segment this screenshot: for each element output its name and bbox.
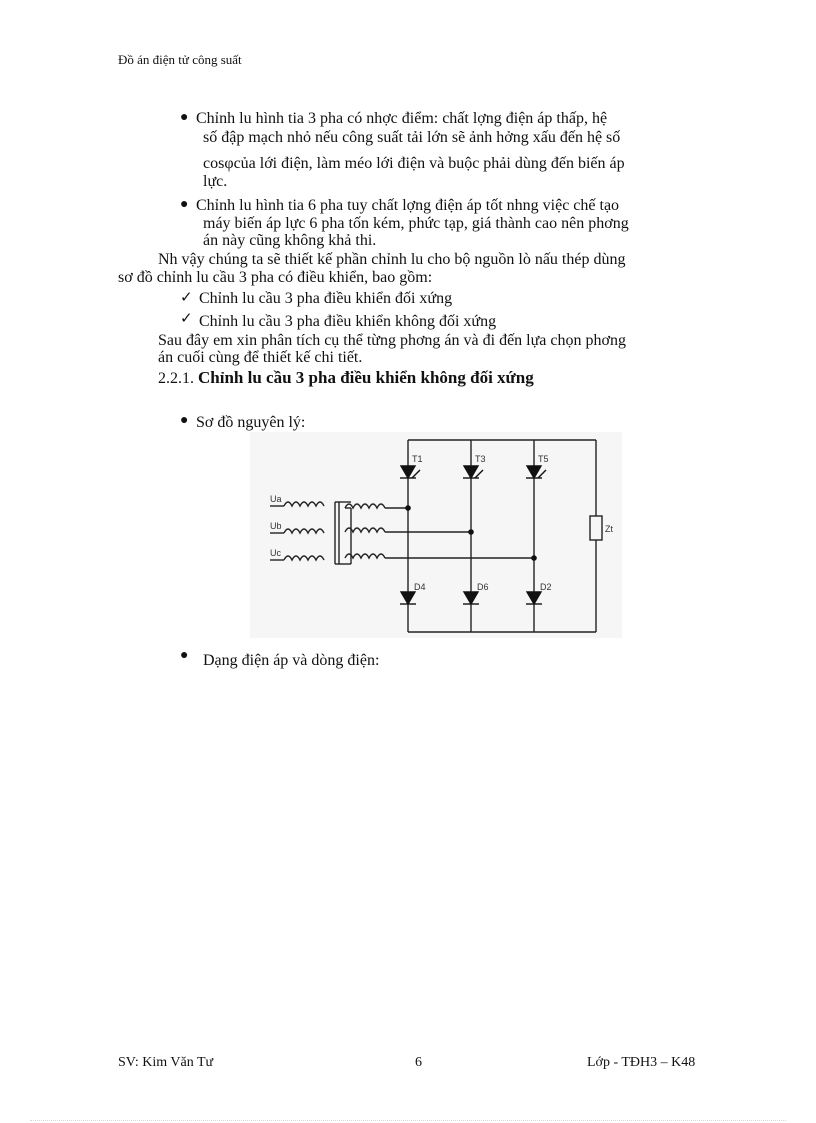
section-title: Chỉnh lu cầu 3 pha điều khiển không đối xứng [198, 368, 534, 387]
bullet-2-line-1: Chỉnh lu hình tia 6 pha tuy chất lợng điện áp tốt nhng việc chế tạo [196, 197, 620, 214]
page-header: Đồ án điện tử công suất [118, 52, 242, 67]
load-resistor [590, 516, 602, 540]
source-label-ub: Ub [270, 521, 282, 531]
page-bottom-divider [30, 1120, 786, 1121]
footer-student: SV: Kim Văn Tư [118, 1055, 214, 1070]
schematic-label: Sơ đồ nguyên lý: [196, 414, 306, 431]
paragraph-2-line-2: án cuối cùng để thiết kế chi tiết. [158, 349, 363, 366]
check-icon: ✓ [180, 290, 193, 306]
footer-page-number: 6 [415, 1055, 422, 1070]
bullet-1-line-4: lực. [203, 173, 228, 190]
diode-label-d2: D2 [540, 582, 552, 592]
section-number: 2.2.1. [158, 370, 194, 387]
section-heading [158, 368, 534, 388]
paragraph-1-line-2: sơ đồ chỉnh lu cầu 3 pha có điều khiển, bao gồm: [118, 269, 433, 286]
check-item-1: Chỉnh lu cầu 3 pha điều khiển đối xứng [199, 290, 453, 307]
check-item-2: Chỉnh lu cầu 3 pha điều khiển không đối xứng [199, 313, 497, 330]
paragraph-2-line-1: Sau đây em xin phân tích cụ thể từng phơng án và đi đến lựa chọn phơng [158, 332, 626, 349]
bridge-rectifier-schematic [250, 432, 622, 638]
footer-class: Lớp - TĐH3 – K48 [587, 1055, 696, 1070]
bullet-1-line-1: Chỉnh lu hình tia 3 pha có nhợc điểm: chất lợng điện áp thấp, hệ [196, 110, 608, 127]
bullet-icon: ● [180, 413, 189, 428]
bullet-icon: ● [180, 197, 189, 212]
bullet-icon: ● [180, 110, 189, 125]
bullet-icon: ● [180, 648, 189, 663]
thyristor-label-t3: T3 [475, 454, 486, 464]
source-label-uc: Uc [270, 548, 281, 558]
bullet-1-line-3: cosφcủa lới điện, làm méo lới điện và buộc phải dùng đến biến áp [203, 155, 625, 172]
thyristor-label-t1: T1 [412, 454, 423, 464]
paragraph-1-line-1: Nh vậy chúng ta sẽ thiết kế phần chỉnh lu cho bộ nguồn lò nấu thép dùng [158, 251, 626, 268]
source-label-ua: Ua [270, 494, 282, 504]
load-label: Zt [605, 524, 613, 534]
bullet-1-line-2: số đập mạch nhỏ nếu công suất tải lớn sẽ ảnh hởng xấu đến hệ số [203, 129, 621, 146]
bullet-2-line-3: án này cũng không khả thi. [203, 232, 377, 249]
check-icon: ✓ [180, 311, 193, 327]
diode-label-d4: D4 [414, 582, 426, 592]
diode-label-d6: D6 [477, 582, 489, 592]
thyristor-label-t5: T5 [538, 454, 549, 464]
bullet-2-line-2: máy biến áp lực 6 pha tốn kém, phức tạp, giá thành cao nên phơng [203, 215, 629, 232]
waveform-label: Dạng điện áp và dòng điện: [203, 652, 380, 669]
